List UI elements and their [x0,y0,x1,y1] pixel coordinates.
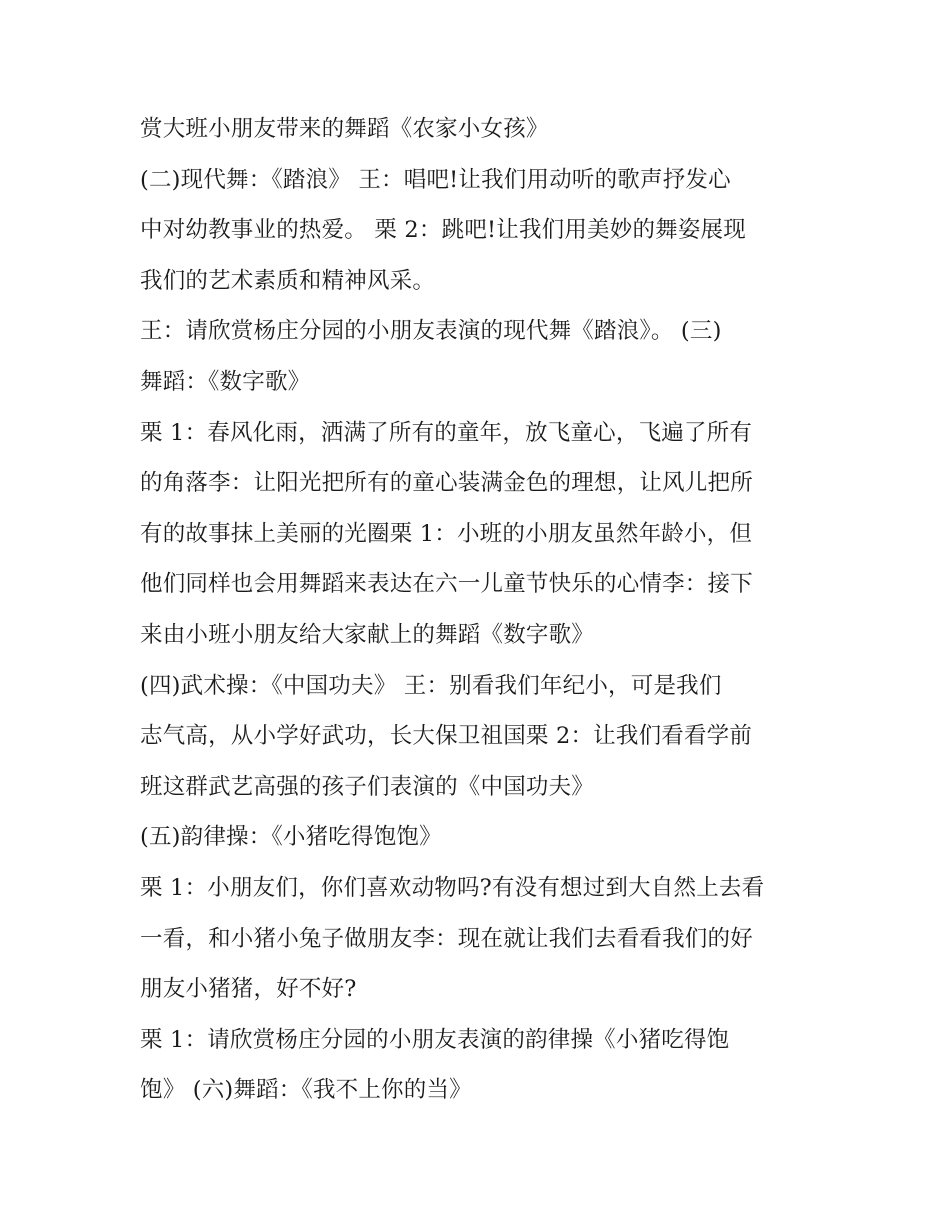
text-line: 朋友小猪猪，好不好? [140,976,357,1003]
text-line: 他们同样也会用舞蹈来表达在六一儿童节快乐的心情李：接下 [140,571,753,598]
text-line: 栗 1：请欣赏杨庄分园的小朋友表演的韵律操《小猪吃得饱 [140,1026,730,1053]
text-line: 有的故事抹上美丽的光圈栗 1：小班的小朋友虽然年龄小，但 [140,520,753,547]
text-line: 赏大班小朋友带来的舞蹈《农家小女孩》 [140,116,549,142]
text-line: (四)武术操：《中国功夫》 王：别看我们年纪小，可是我们 [140,672,722,699]
text-line: 我们的艺术素质和精神风采。 [140,267,436,294]
text-line: 的角落李：让阳光把所有的童心装满金色的理想，让风儿把所 [140,470,753,497]
text-line: 栗 1：小朋友们，你们喜欢动物吗?有没有想过到大自然上去看 [140,874,765,901]
text-line: 王：请欣赏杨庄分园的小朋友表演的现代舞《踏浪》。 (三) [140,318,722,345]
text-line: 班这群武艺高强的孩子们表演的《中国功夫》 [140,773,595,800]
text-line: 栗 1：春风化雨，洒满了所有的童年，放飞童心，飞遍了所有 [140,419,753,446]
document-body [140,104,830,1116]
text-line: 来由小班小朋友给大家献上的舞蹈《数字歌》 [140,621,595,648]
text-line: 中对幼教事业的热爱。 栗 2：跳吧!让我们用美妙的舞姿展现 [140,217,746,244]
text-line: 一看，和小猪小兔子做朋友李：现在就让我们去看看我们的好 [140,925,753,952]
text-line: 志气高，从小学好武功，长大保卫祖国栗 2：让我们看看学前 [140,723,753,750]
text-line: (五)韵律操：《小猪吃得饱饱》 [140,824,442,851]
text-line: (二)现代舞：《踏浪》 王：唱吧!让我们用动听的歌声抒发心 [140,166,731,193]
text-line: 饱》 (六)舞蹈：《我不上你的当》 [140,1077,472,1104]
text-line: 舞蹈：《数字歌》 [140,368,311,395]
